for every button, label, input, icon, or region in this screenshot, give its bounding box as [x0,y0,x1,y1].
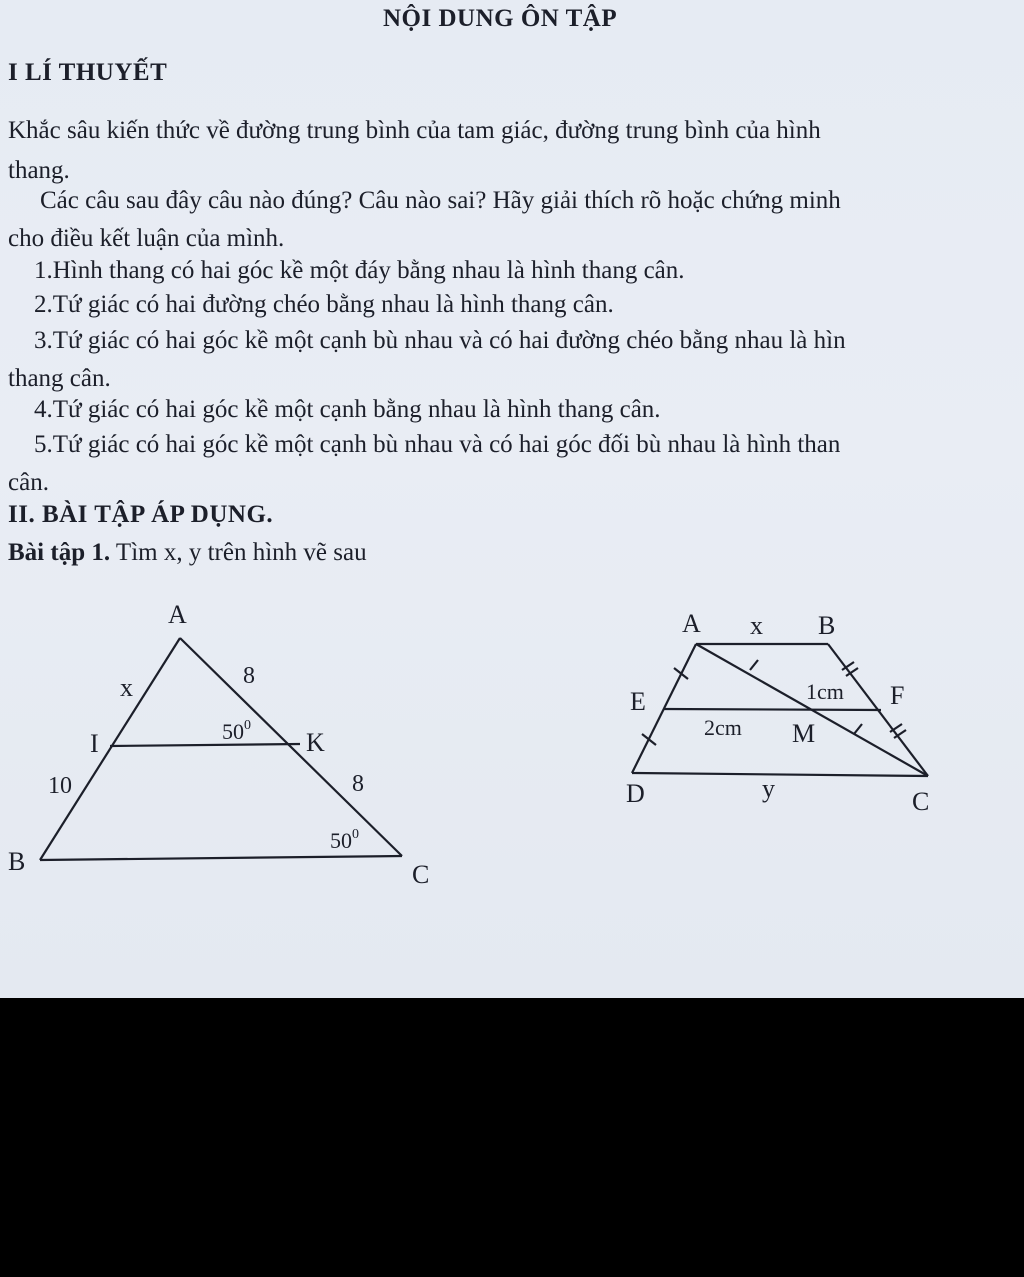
label-angle-c: $50^0$ [330,827,359,853]
label-ib: 10 [48,773,72,799]
midline-ik [110,744,300,746]
intro-line-1: Khắc sâu kiến thức về đường trung bình của tam giác, đường trung bình của hình [8,117,821,144]
trapezoid-figure [600,600,1020,830]
statement-2: 2.Tứ giác có hai đường chéo bằng nhau là hình thang cân. [34,291,614,318]
exercise-label: Bài tập 1. [8,539,111,566]
side-dc [632,773,928,776]
statement-1: 1.Hình thang có hai góc kề một đáy bằng nhau là hình thang cân. [34,257,685,284]
label-mf: 1cm [806,679,844,704]
side-ab [40,638,180,860]
section2-heading: II. BÀI TẬP ÁP DỤNG. [8,501,274,528]
label-x: x [120,673,133,702]
vertex-i: I [90,729,99,758]
statement-5-continued: cân. [8,469,49,496]
vertex-c: C [412,860,430,889]
statement-4: 4.Tứ giác có hai góc kề một cạnh bằng nhau là hình thang cân. [34,396,661,423]
vertex-m: M [792,719,816,748]
vertex-b: B [818,611,836,640]
label-angle-k: $50^0$ [222,718,251,744]
page-title: NỘI DUNG ÔN TẬP [383,5,618,32]
statement-5: 5.Tứ giác có hai góc kề một cạnh bù nhau và có hai góc đối bù nhau là hình than [34,431,841,458]
statement-3: 3.Tứ giác có hai góc kề một cạnh bù nhau và có hai đường chéo bằng nhau là hìn [34,327,846,354]
triangle-figure [0,595,460,895]
label-kc: 8 [352,771,364,797]
vertex-k: K [306,728,325,757]
question-line-2: cho điều kết luận của mình. [8,225,285,252]
side-bc [40,856,402,860]
tick-marks [642,660,906,745]
question-line-1: Các câu sau đây câu nào đúng? Câu nào sai? Hãy giải thích rõ hoặc chứng minh [40,187,841,214]
vertex-f: F [890,681,905,710]
midline-ef [664,709,881,710]
vertex-e: E [630,687,646,716]
black-bottom-area [0,998,1024,1277]
section1-heading: I LÍ THUYẾT [8,59,168,86]
vertex-a: A [168,600,187,629]
vertex-a: A [682,609,701,638]
statement-3-continued: thang cân. [8,365,111,392]
label-x: x [750,611,763,640]
exercise-text: Tìm x, y trên hình vẽ sau [115,539,367,566]
vertex-c: C [912,787,930,816]
exercise-1 [8,538,367,568]
intro-line-2: thang. [8,157,70,184]
vertex-d: D [626,779,645,808]
vertex-b: B [8,847,26,876]
label-em: 2cm [704,715,742,740]
label-y: y [762,774,775,803]
label-ak: 8 [243,663,255,689]
side-ac [180,638,402,856]
